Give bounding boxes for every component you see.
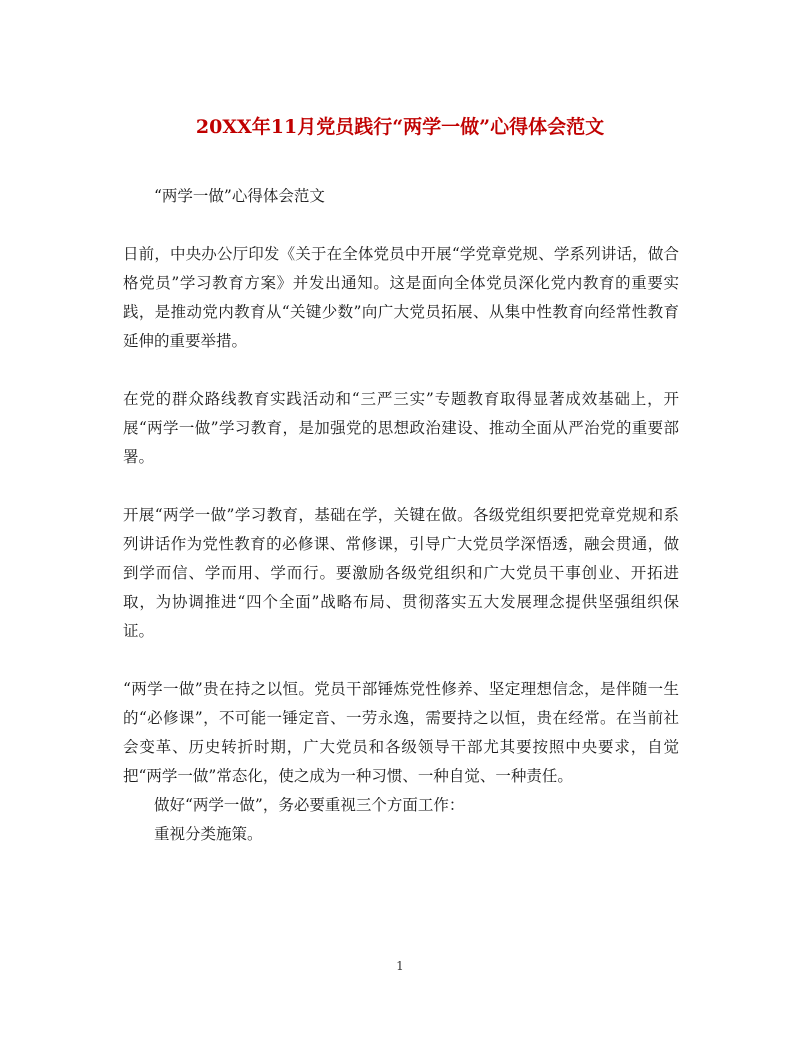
paragraph-3: 开展“两学一做”学习教育，基础在学，关键在做。各级党组织要把党章党规和系列讲话作为党性教育的必修课、常修课，引导广大党员学深悟透，融会贯通，做到学而信、学而用、学而行。要激励各级党组织和广大党员干事创业、开拓进取，为协调推进“四个全面”战略布局、贯彻落实五大发展理念提供坚强组织保证。 bbox=[123, 506, 679, 640]
document-subtitle: “两学一做”心得体会范文 bbox=[154, 187, 325, 205]
page-number: 1 bbox=[396, 959, 404, 973]
closing-line-1: 做好“两学一做”，务必要重视三个方面工作： bbox=[154, 796, 465, 814]
document-body bbox=[123, 182, 679, 849]
paragraph-4: “两学一做”贵在持之以恒。党员干部锤炼党性修养、坚定理想信念，是伴随一生的“必修课”，不可能一锤定音、一劳永逸，需要持之以恒，贵在经常。在当前社会变革、历史转折时期，广大党员和各级领导干部尤其要按照中央要求，自觉把“两学一做”常态化，使之成为一种习惯、一种自觉、一种责任。 bbox=[123, 680, 679, 785]
paragraph-1: 日前，中央办公厅印发《关于在全体党员中开展“学党章党规、学系列讲话，做合格党员”学习教育方案》并发出通知。这是面向全体党员深化党内教育的重要实践，是推动党内教育从“关键少数”向广大党员拓展、从集中性教育向经常性教育延伸的重要举措。 bbox=[123, 245, 679, 350]
closing-line-2: 重视分类施策。 bbox=[154, 825, 263, 843]
paragraph-2: 在党的群众路线教育实践活动和“三严三实”专题教育取得显著成效基础上，开展“两学一做”学习教育，是加强党的思想政治建设、推动全面从严治党的重要部署。 bbox=[123, 390, 679, 466]
document-title: 20XX年11月党员践行“两学一做”心得体会范文 bbox=[195, 116, 605, 138]
